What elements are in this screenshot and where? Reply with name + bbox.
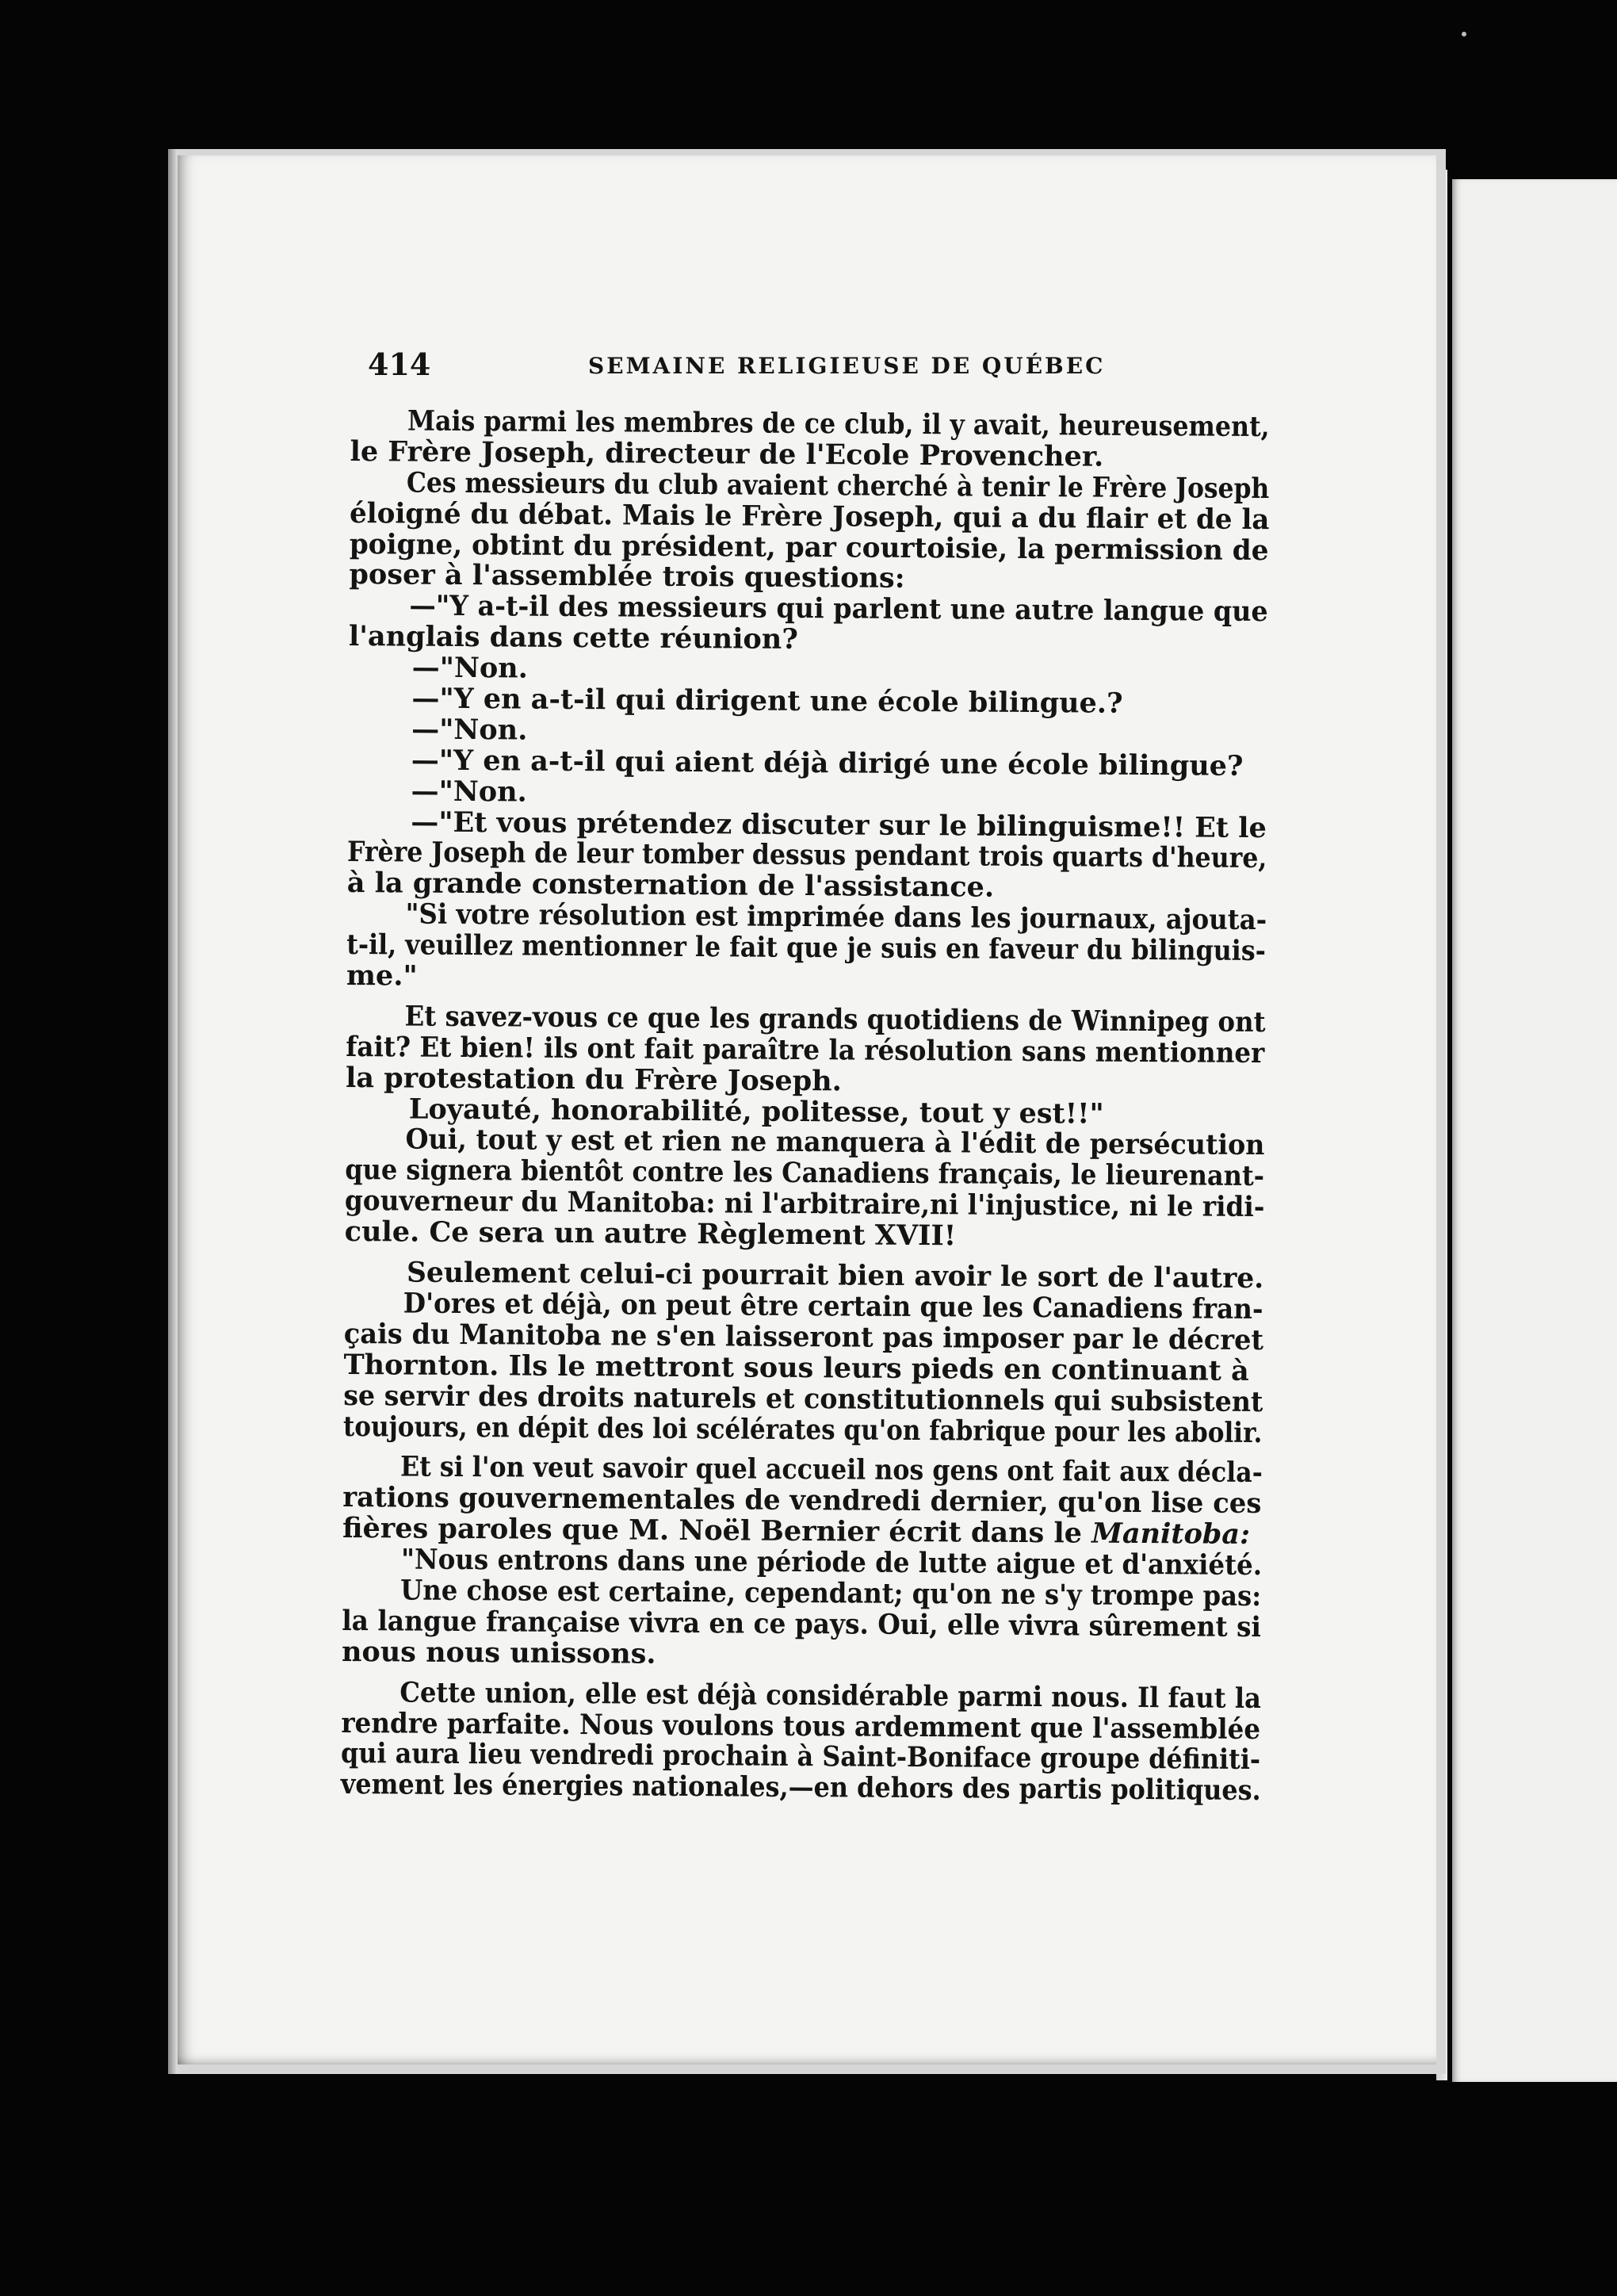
- text-line: Oui, tout y est et rien ne manquera à l'édit de persécution: [405, 1123, 1265, 1162]
- text-line: toujours, en dépit des loi scélérates qu'on fabrique pour les abolir.: [342, 1410, 1263, 1449]
- text-line: gouverneur du Manitoba: ni l'arbitraire,ni l'injustice, ni le ridi-: [344, 1184, 1265, 1224]
- text-line: l'anglais dans cette réunion?: [348, 620, 798, 656]
- text-line: Et savez-vous ce que les grands quotidiens de Winnipeg ont: [404, 1000, 1266, 1039]
- text-line: éloigné du débat. Mais le Frère Joseph, qui a du flair et de la: [349, 496, 1270, 536]
- text-line: Et si l'on veut savoir quel accueil nos gens ont fait aux décla-: [399, 1450, 1263, 1490]
- text-line: "Si votre résolution est imprimée dans les journaux, ajouta-: [405, 897, 1267, 937]
- text-line: nous nous unissons.: [341, 1635, 656, 1670]
- text-line: —"Non.: [411, 775, 527, 809]
- text-line: rendre parfaite. Nous voulons tous ardemment que l'assemblée: [341, 1706, 1261, 1746]
- text-line: t-il, veuillez mentionner le fait que je suis en faveur du bilinguis-: [346, 928, 1266, 968]
- text-line: çais du Manitoba ne s'en laisseront pas imposer par le décret: [343, 1317, 1264, 1357]
- text-line: poigne, obtint du président, par courtoisie, la permission de: [349, 527, 1269, 567]
- text-line: —"Et vous prétendez discuter sur le bilinguisme!! Et le: [411, 806, 1267, 844]
- text-line: cule. Ce sera un autre Règlement XVII!: [344, 1215, 957, 1253]
- text-line: à la grande consternation de l'assistance.: [346, 867, 995, 905]
- text-line: se servir des droits naturels et constitutionnels qui subsistent: [343, 1379, 1263, 1418]
- text-line: le Frère Joseph, directeur de l'Ecole Provencher.: [350, 434, 1104, 473]
- text-line: Mais parmi les membres de ce club, il y avait, heureusement,: [407, 404, 1270, 444]
- text-line: qui aura lieu vendredi prochain à Saint-Boniface groupe définiti-: [340, 1737, 1261, 1777]
- text-line: rations gouvernementales de vendredi dernier, qu'on lise ces: [342, 1481, 1262, 1521]
- article-body: [341, 406, 1270, 1807]
- text-line: D'ores et déjà, on peut être certain que les Canadiens fran-: [403, 1287, 1263, 1326]
- text-line: —"Non.: [411, 713, 528, 747]
- text-line: "Nous entrons dans une période de lutte aigue et d'anxiété.: [400, 1543, 1263, 1582]
- text-line: fières paroles que M. Noël Bernier écrit dans le Manitoba:: [342, 1512, 1251, 1552]
- text-line: Cette union, elle est déjà considérable parmi nous. Il faut la: [399, 1676, 1262, 1715]
- text-line: Frère Joseph de leur tomber dessus pendant trois quarts d'heure,: [346, 836, 1267, 875]
- text-line: —"Non.: [411, 651, 529, 685]
- text-line: que signera bientôt contre les Canadiens français, le lieurenant-: [345, 1154, 1265, 1193]
- publication-title: Manitoba:: [1091, 1517, 1251, 1552]
- text-line: Ces messieurs du club avaient cherché à tenir le Frère Joseph: [406, 466, 1270, 505]
- text-line: Thornton. Ils le mettront sous leurs pieds en continuant à: [343, 1348, 1249, 1387]
- text-line: Seulement celui-ci pourrait bien avoir le sort de l'autre.: [406, 1256, 1264, 1295]
- page-gutter-edge: [168, 149, 178, 2074]
- scan-speck: [1462, 32, 1466, 36]
- adjacent-page: [1452, 179, 1617, 2082]
- page-number: 414: [368, 346, 431, 382]
- text-line: Une chose est certaine, cependant; qu'on ne s'y trompe pas:: [400, 1574, 1262, 1613]
- text-line: la protestation du Frère Joseph.: [345, 1061, 842, 1098]
- running-header: [368, 346, 1324, 394]
- text-line: me.": [346, 959, 418, 993]
- text-line: vement les énergies nationales,—en dehors des partis politiques.: [340, 1768, 1261, 1808]
- text-line: —"Y en a-t-il qui dirigent une école bilingue.?: [411, 682, 1123, 720]
- text-line: fait? Et bien! ils ont fait paraître la résolution sans mentionner: [346, 1030, 1265, 1070]
- text-line: la langue française vivra en ce pays. Oui, elle vivra sûrement si: [342, 1604, 1262, 1644]
- text-line: —"Y en a-t-il qui aient déjà dirigé une école bilingue?: [411, 744, 1244, 783]
- running-title: SEMAINE RELIGIEUSE DE QUÉBEC: [588, 353, 1106, 379]
- text-line: —"Y a-t-il des messieurs qui parlent une autre langue que: [409, 589, 1268, 629]
- text-line: Loyauté, honorabilité, politesse, tout y est!!": [408, 1093, 1104, 1131]
- text-line: poser à l'assemblée trois questions:: [349, 558, 905, 595]
